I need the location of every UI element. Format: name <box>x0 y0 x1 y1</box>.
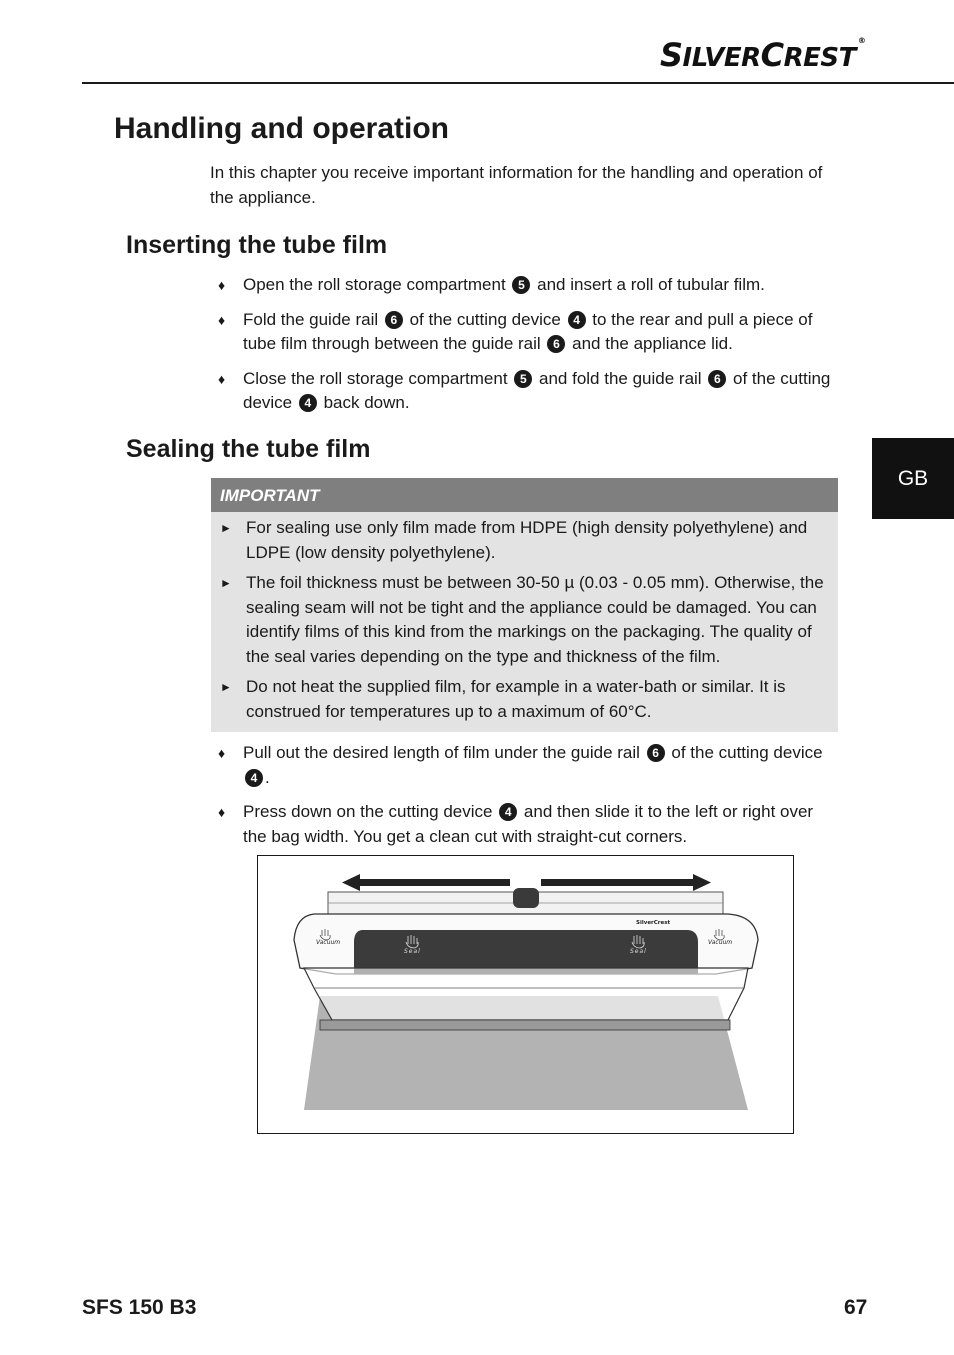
cutter-knob <box>513 888 539 908</box>
list-item: ► Do not heat the supplied film, for example in a water-bath or similar. It is construed for temperatures up to a maximum of 60°C. <box>220 677 786 721</box>
arrow-bullet-icon: ► <box>220 521 232 535</box>
page-title: Handling and operation <box>114 112 449 145</box>
list-item: ♦ Fold the guide rail 6 of the cutting device 4 to the rear and pull a piece of tube film through between the guide rail 6 and the appliance lid. <box>218 309 813 353</box>
arrow-left-bar <box>358 879 510 886</box>
section-title-sealing: Sealing the tube film <box>126 435 371 463</box>
arrow-left-icon <box>342 874 360 891</box>
vacuum-label-right: Vacuum <box>708 939 733 946</box>
ref-number-badge: 6 <box>385 311 403 329</box>
header-divider <box>82 82 954 84</box>
important-list <box>211 512 838 724</box>
diamond-bullet-icon: ♦ <box>218 745 226 761</box>
language-tab: GB <box>872 438 954 519</box>
ref-number-badge: 6 <box>708 370 726 388</box>
appliance-base <box>304 968 748 1020</box>
diamond-bullet-icon: ♦ <box>218 277 226 293</box>
ref-number-badge: 4 <box>245 769 263 787</box>
arrow-right-bar <box>541 879 693 886</box>
list-item: ► The foil thickness must be between 30-50 µ (0.03 - 0.05 mm). Otherwise, the sealing seam will not be tight and the appliance could be damaged. You can identify films of this kind from the markings on the packaging. The quality of the seal varies depending on the type and thickness of the film. <box>220 573 824 666</box>
sealing-steps <box>218 741 838 849</box>
ref-number-badge: 4 <box>299 394 317 412</box>
important-notice-box <box>211 478 838 732</box>
ref-number-badge: 5 <box>514 370 532 388</box>
trademark-mark: ® <box>857 36 866 45</box>
ref-number-badge: 4 <box>499 803 517 821</box>
inserting-steps <box>218 273 838 416</box>
appliance-illustration <box>257 855 794 1134</box>
arrow-bullet-icon: ► <box>220 680 232 694</box>
seal-label-left: Seal <box>404 948 421 955</box>
appliance-foot <box>320 1020 730 1030</box>
vacuum-label-left: Vacuum <box>316 939 341 946</box>
list-item: ♦ Open the roll storage compartment 5 and insert a roll of tubular film. <box>218 273 838 298</box>
brand-logo <box>660 36 866 76</box>
logo-letter: S <box>660 36 683 74</box>
list-item: ♦ Press down on the cutting device 4 and then slide it to the left or right over the bag width. You get a clean cut with straight-cut corners. <box>218 802 814 846</box>
diamond-bullet-icon: ♦ <box>218 311 226 328</box>
arrow-right-icon <box>693 874 711 891</box>
logo-text: REST <box>783 43 856 73</box>
ref-number-badge: 6 <box>647 744 665 762</box>
arrow-bullet-icon: ► <box>220 576 232 590</box>
important-label: IMPORTANT <box>211 478 838 512</box>
list-item: ♦ Pull out the desired length of film under the guide rail 6 of the cutting device 4 . <box>218 743 823 787</box>
list-item: ♦ Close the roll storage compartment 5 and fold the guide rail 6 of the cutting device 4 back down. <box>218 368 831 412</box>
ref-number-badge: 5 <box>512 276 530 294</box>
page-number: 67 <box>844 1296 868 1319</box>
vacuum-sealer-drawing <box>258 856 793 1133</box>
ref-number-badge: 4 <box>568 311 586 329</box>
diamond-bullet-icon: ♦ <box>218 804 226 820</box>
diamond-bullet-icon: ♦ <box>218 370 226 387</box>
ref-number-badge: 6 <box>547 335 565 353</box>
seal-label-right: Seal <box>630 948 647 955</box>
footer-model-number: SFS 150 B3 <box>82 1296 197 1319</box>
logo-text: ILVER <box>682 43 761 73</box>
list-item: ► For sealing use only film made from HDPE (high density polyethylene) and LDPE (low density polyethylene). <box>220 518 808 562</box>
logo-letter: C <box>760 36 784 74</box>
appliance-brand-label: SilverCrest <box>636 920 671 926</box>
section-title-inserting: Inserting the tube film <box>126 231 388 259</box>
intro-text: In this chapter you receive important information for the handling and operation of the appliance. <box>210 163 823 207</box>
